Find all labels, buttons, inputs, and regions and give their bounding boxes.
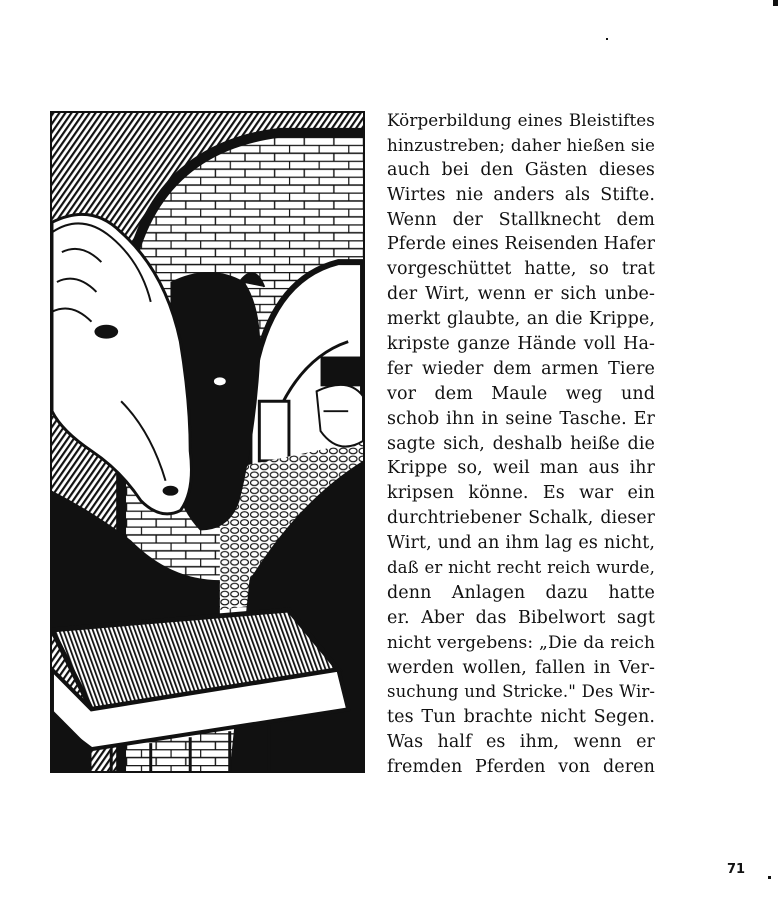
text-line: Wenn der Stallknecht dem <box>387 209 655 230</box>
woodcut-illustration <box>50 111 365 773</box>
text-line: er. Aber das Bibelwort sagt <box>387 607 655 628</box>
corner-mark <box>773 0 778 6</box>
text-line: daß er nicht recht reich wurde, <box>387 558 655 578</box>
body-text <box>387 108 655 780</box>
page-number: 71 <box>727 862 746 877</box>
text-line: Was half es ihm, wenn er <box>387 732 655 753</box>
text-line: der Wirt, wenn er sich unbe- <box>387 284 655 305</box>
horses-and-innkeeper-image <box>52 113 363 771</box>
text-line: Wirt, und an ihm lag es nicht, <box>387 533 655 554</box>
text-line: werden wollen, fallen in Ver- <box>387 657 655 678</box>
text-line: nicht vergebens: „Die da reich <box>387 632 655 653</box>
speck <box>606 38 608 40</box>
text-line: tes Tun brachte nicht Segen. <box>387 707 655 728</box>
text-line: auch bei den Gästen dieses <box>387 159 655 180</box>
text-line: fremden Pferden von deren <box>387 757 655 778</box>
text-line: denn Anlagen dazu hatte <box>387 582 655 603</box>
text-line: suchung und Stricke." Des Wir- <box>387 682 655 702</box>
text-line: durchtriebener Schalk, dieser <box>387 508 655 529</box>
text-line: sagte sich, deshalb heiße die <box>387 433 655 454</box>
text-line: hinzustreben; daher hießen sie <box>387 134 655 155</box>
text-line: merkt glaubte, an die Krippe, <box>387 309 655 330</box>
text-line: schob ihn in seine Tasche. Er <box>387 408 655 429</box>
text-line: Krippe so, weil man aus ihr <box>387 458 655 479</box>
text-line: fer wieder dem armen Tiere <box>387 358 655 379</box>
text-line: Pferde eines Reisenden Hafer <box>387 234 656 255</box>
speck <box>768 876 771 879</box>
text-line: kripste ganze Hände voll Ha- <box>387 334 655 355</box>
text-line: Körperbildung eines Bleistiftes <box>387 110 655 130</box>
text-line: vorgeschüttet hatte, so trat <box>387 259 655 280</box>
text-line: kripsen könne. Es war ein <box>387 483 655 504</box>
text-line: vor dem Maule weg und <box>387 383 655 404</box>
text-line: Wirtes nie anders als Stifte. <box>387 184 655 205</box>
